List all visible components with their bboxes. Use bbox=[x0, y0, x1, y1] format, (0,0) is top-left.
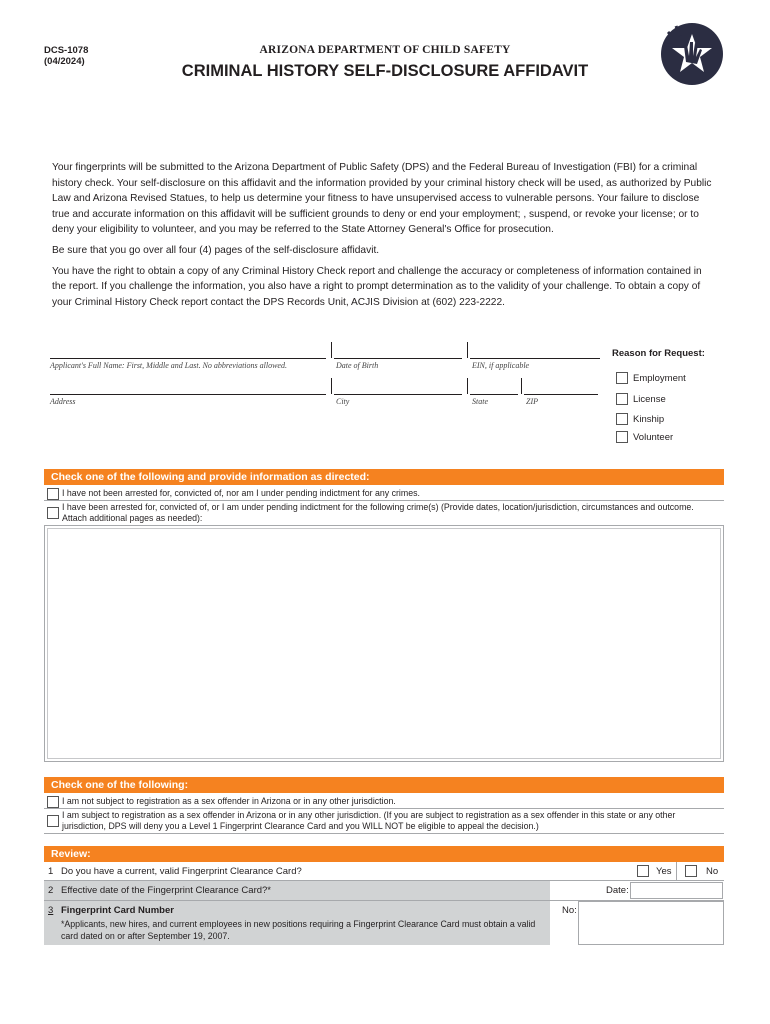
field-divider bbox=[521, 378, 522, 394]
not-arrested-checkbox[interactable] bbox=[47, 488, 59, 500]
review-row-1 bbox=[44, 862, 724, 881]
volunteer-label: Volunteer bbox=[633, 431, 674, 443]
date-input[interactable] bbox=[630, 882, 723, 899]
form-code: DCS-1078 bbox=[44, 45, 89, 56]
city-field[interactable] bbox=[334, 394, 462, 395]
review-header: Review: bbox=[44, 846, 724, 862]
q1-text: Do you have a current, valid Fingerprint Clearance Card? bbox=[61, 866, 302, 877]
full-name-field[interactable] bbox=[50, 358, 326, 359]
dob-field[interactable] bbox=[334, 358, 462, 359]
section1-header: Check one of the following and provide information as directed: bbox=[44, 469, 724, 485]
q3-number: 3 bbox=[48, 905, 54, 916]
yes-label: Yes bbox=[656, 866, 672, 877]
q2-text: Effective date of the Fingerprint Clearance Card?* bbox=[61, 885, 271, 896]
crimes-details-inner bbox=[47, 528, 721, 759]
intro-paragraph-3: You have the right to obtain a copy of any Criminal History Check report and challenge the accuracy or completeness of information contained in the report. If you challenge the information, you also have a right to prompt determination as to the validity of your challenge. To obtain a copy of your Criminal History Check report contact the DPS Records Unit, ACJIS Division at (602) 223-2222. bbox=[52, 265, 702, 308]
volunteer-checkbox[interactable] bbox=[616, 431, 628, 443]
date-label: Date: bbox=[606, 885, 629, 896]
reason-volunteer[interactable] bbox=[616, 430, 673, 444]
full-name-label: Applicant's Full Name: First, Middle and Last. No abbreviations allowed. bbox=[50, 361, 287, 370]
no-checkbox[interactable] bbox=[685, 865, 697, 877]
card-number-input[interactable] bbox=[578, 901, 724, 945]
sex-offender-checkbox[interactable] bbox=[47, 815, 59, 827]
form-title: CRIMINAL HISTORY SELF-DISCLOSURE AFFIDAVIT bbox=[181, 62, 589, 80]
section2-option-1[interactable] bbox=[44, 794, 724, 809]
sex-offender-text: I am subject to registration as a sex offender in Arizona or in any other jurisdiction. (If you are subject to registration as a sex offender in this state or any other jurisdiction, DPS will deny you a Level 1 Fingerprint Clearance Card and you WILL NOT be eligible to appeal the decision.) bbox=[62, 810, 676, 831]
address-field[interactable] bbox=[50, 394, 326, 395]
arrested-text: I have been arrested for, convicted of, or I am under pending indictment for the following crime(s) (Provide dates, location/jurisdiction, circumstances and outcome. Attach additional pages as needed): bbox=[62, 502, 694, 523]
yes-checkbox[interactable] bbox=[637, 865, 649, 877]
kinship-checkbox[interactable] bbox=[616, 413, 628, 425]
review-row-3 bbox=[44, 901, 724, 947]
q2-number: 2 bbox=[48, 885, 54, 896]
license-checkbox[interactable] bbox=[616, 393, 628, 405]
intro-text bbox=[52, 160, 718, 315]
employment-checkbox[interactable] bbox=[616, 372, 628, 384]
section1-option-1[interactable] bbox=[44, 486, 724, 501]
field-divider bbox=[331, 378, 332, 394]
review-row-2 bbox=[44, 881, 724, 901]
not-sex-offender-text: I am not subject to registration as a sex offender in Arizona or in any other jurisdiction. bbox=[62, 796, 396, 806]
card-no-label: No: bbox=[562, 905, 577, 916]
zip-field[interactable] bbox=[524, 394, 598, 395]
address-label: Address bbox=[50, 397, 76, 406]
crimes-details-textarea[interactable] bbox=[44, 525, 724, 762]
form-date: (04/2024) bbox=[44, 56, 85, 67]
field-divider bbox=[467, 378, 468, 394]
no-label: No bbox=[706, 866, 719, 877]
dcs-logo-icon bbox=[660, 22, 724, 86]
not-arrested-text: I have not been arrested for, convicted of, nor am I under pending indictment for any crimes. bbox=[62, 488, 420, 498]
kinship-label: Kinship bbox=[633, 413, 665, 425]
fingerprint-note: *Applicants, new hires, and current employees in new positions requiring a Fingerprint Clearance Card must obtain a valid card dated on or after September 19, 2007. bbox=[61, 919, 536, 941]
agency-name: ARIZONA DEPARTMENT OF CHILD SAFETY bbox=[259, 44, 511, 56]
section2-header: Check one of the following: bbox=[44, 777, 724, 793]
employment-label: Employment bbox=[633, 372, 686, 384]
section2-option-2[interactable] bbox=[44, 809, 724, 834]
not-sex-offender-checkbox[interactable] bbox=[47, 796, 59, 808]
yes-no-divider bbox=[676, 862, 677, 880]
reason-title: Reason for Request: bbox=[612, 348, 705, 359]
dob-label: Date of Birth bbox=[336, 361, 379, 370]
ein-field[interactable] bbox=[470, 358, 600, 359]
section1-option-2[interactable] bbox=[44, 501, 724, 525]
q3-text: Fingerprint Card Number bbox=[61, 905, 174, 916]
field-divider bbox=[467, 342, 468, 358]
state-field[interactable] bbox=[470, 394, 518, 395]
form-code-block bbox=[44, 45, 88, 67]
city-label: City bbox=[336, 397, 350, 406]
reason-license[interactable] bbox=[616, 392, 666, 406]
reason-kinship[interactable] bbox=[616, 412, 664, 426]
q1-number: 1 bbox=[48, 866, 54, 877]
intro-paragraph-2: Be sure that you go over all four (4) pages of the self-disclosure affidavit. bbox=[52, 244, 380, 256]
reason-employment[interactable] bbox=[616, 371, 686, 385]
intro-paragraph-1: Your fingerprints will be submitted to the Arizona Department of Public Safety (DPS) and the Federal Bureau of Investigation (FBI) for a criminal history check. Your self-disclosure on this affidavit and the information provided by your criminal history check will be used, as authorized by Public Law and Arizona Revised Statues, to help us determine your fitness to have unsupervised access to vulnerable persons. Your failure to disclose true and accurate information on this affidavit will be sufficient grounds to deny or end your employment; , suspend, or revoke your license; or to deny your eligibility to volunteer, and you may be referred to the State Attorney General's Office for prosecution. bbox=[52, 162, 712, 236]
field-divider bbox=[331, 342, 332, 358]
state-label: State bbox=[472, 397, 488, 406]
arrested-checkbox[interactable] bbox=[47, 507, 59, 519]
license-label: License bbox=[633, 393, 666, 405]
ein-label: EIN, if applicable bbox=[472, 361, 530, 370]
zip-label: ZIP bbox=[526, 397, 538, 406]
